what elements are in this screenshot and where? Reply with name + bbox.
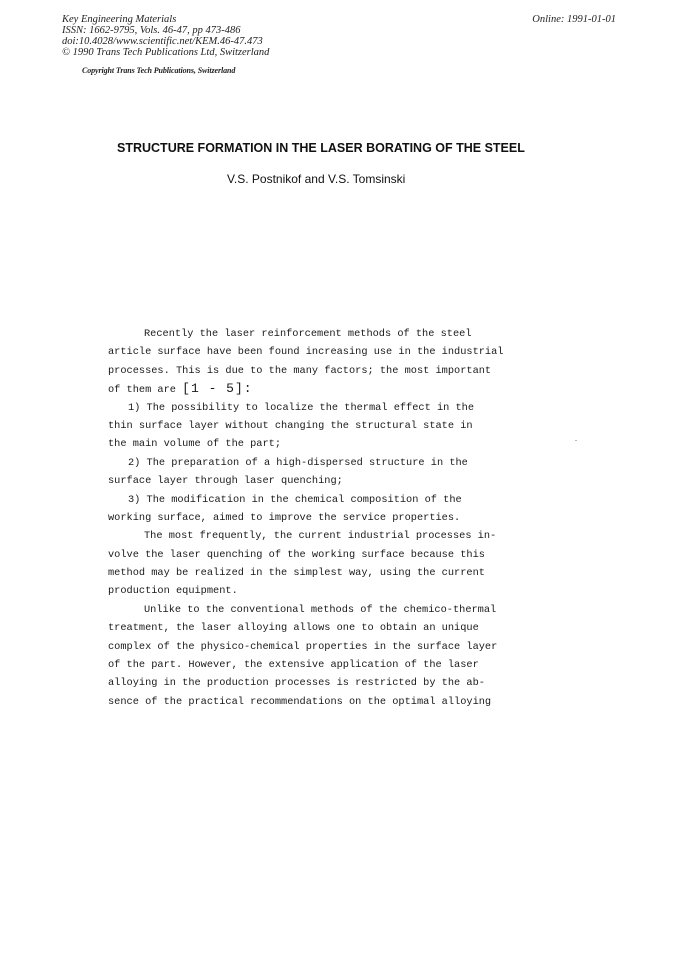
body-line: volve the laser quenching of the working surface because this [108, 548, 485, 561]
scan-speck [575, 440, 577, 441]
body-line: of the part. However, the extensive application of the laser [108, 659, 479, 672]
online-date: Online: 1991-01-01 [532, 14, 616, 25]
body-line: treatment, the laser alloying allows one to obtain an unique [108, 622, 479, 635]
article-title: STRUCTURE FORMATION IN THE LASER BORATING OF THE STEEL [117, 141, 525, 155]
issn-line: ISSN: 1662-9795, Vols. 46-47, pp 473-486 [62, 25, 241, 36]
body-line: 1) The possibility to localize the thermal effect in the [128, 401, 475, 414]
body-line: sence of the practical recommendations on the optimal alloying [108, 695, 492, 708]
body-line-with-reference [108, 380, 558, 398]
body-line: production equipment. [108, 585, 238, 598]
body-line: working surface, aimed to improve the service properties. [108, 511, 461, 524]
body-line: processes. This is due to the many factors; the most important [108, 364, 492, 377]
body-line: the main volume of the part; [108, 438, 282, 451]
body-line: method may be realized in the simplest way, using the current [108, 567, 485, 580]
publisher-line: © 1990 Trans Tech Publications Ltd, Switzerland [62, 47, 270, 58]
body-line: thin surface layer without changing the structural state in [108, 419, 473, 432]
copyright-notice: Copyright Trans Tech Publications, Switzerland [82, 66, 236, 75]
article-authors: V.S. Postnikof and V.S. Tomsinski [227, 172, 406, 186]
body-line: 3) The modification in the chemical composition of the [128, 493, 462, 506]
journal-metadata [62, 14, 269, 58]
body-line: Recently the laser reinforcement methods of the steel [144, 328, 472, 340]
doi-line: doi:10.4028/www.scientific.net/KEM.46-47.473 [62, 36, 263, 47]
body-line: of them are [108, 384, 176, 397]
body-line: complex of the physico-chemical properties in the surface layer [108, 640, 498, 653]
article-body [108, 325, 558, 711]
body-line: alloying in the production processes is restricted by the ab- [108, 677, 485, 690]
journal-name: Key Engineering Materials [62, 14, 177, 25]
body-line: Unlike to the conventional methods of the chemico-thermal [144, 603, 497, 616]
body-line: article surface have been found increasing use in the industrial [108, 346, 504, 359]
citation-reference: [1 - 5]: [182, 381, 253, 397]
body-line: surface layer through laser quenching; [108, 475, 343, 488]
body-line: The most frequently, the current industrial processes in- [144, 530, 497, 543]
body-line: 2) The preparation of a high-dispersed structure in the [128, 456, 468, 469]
